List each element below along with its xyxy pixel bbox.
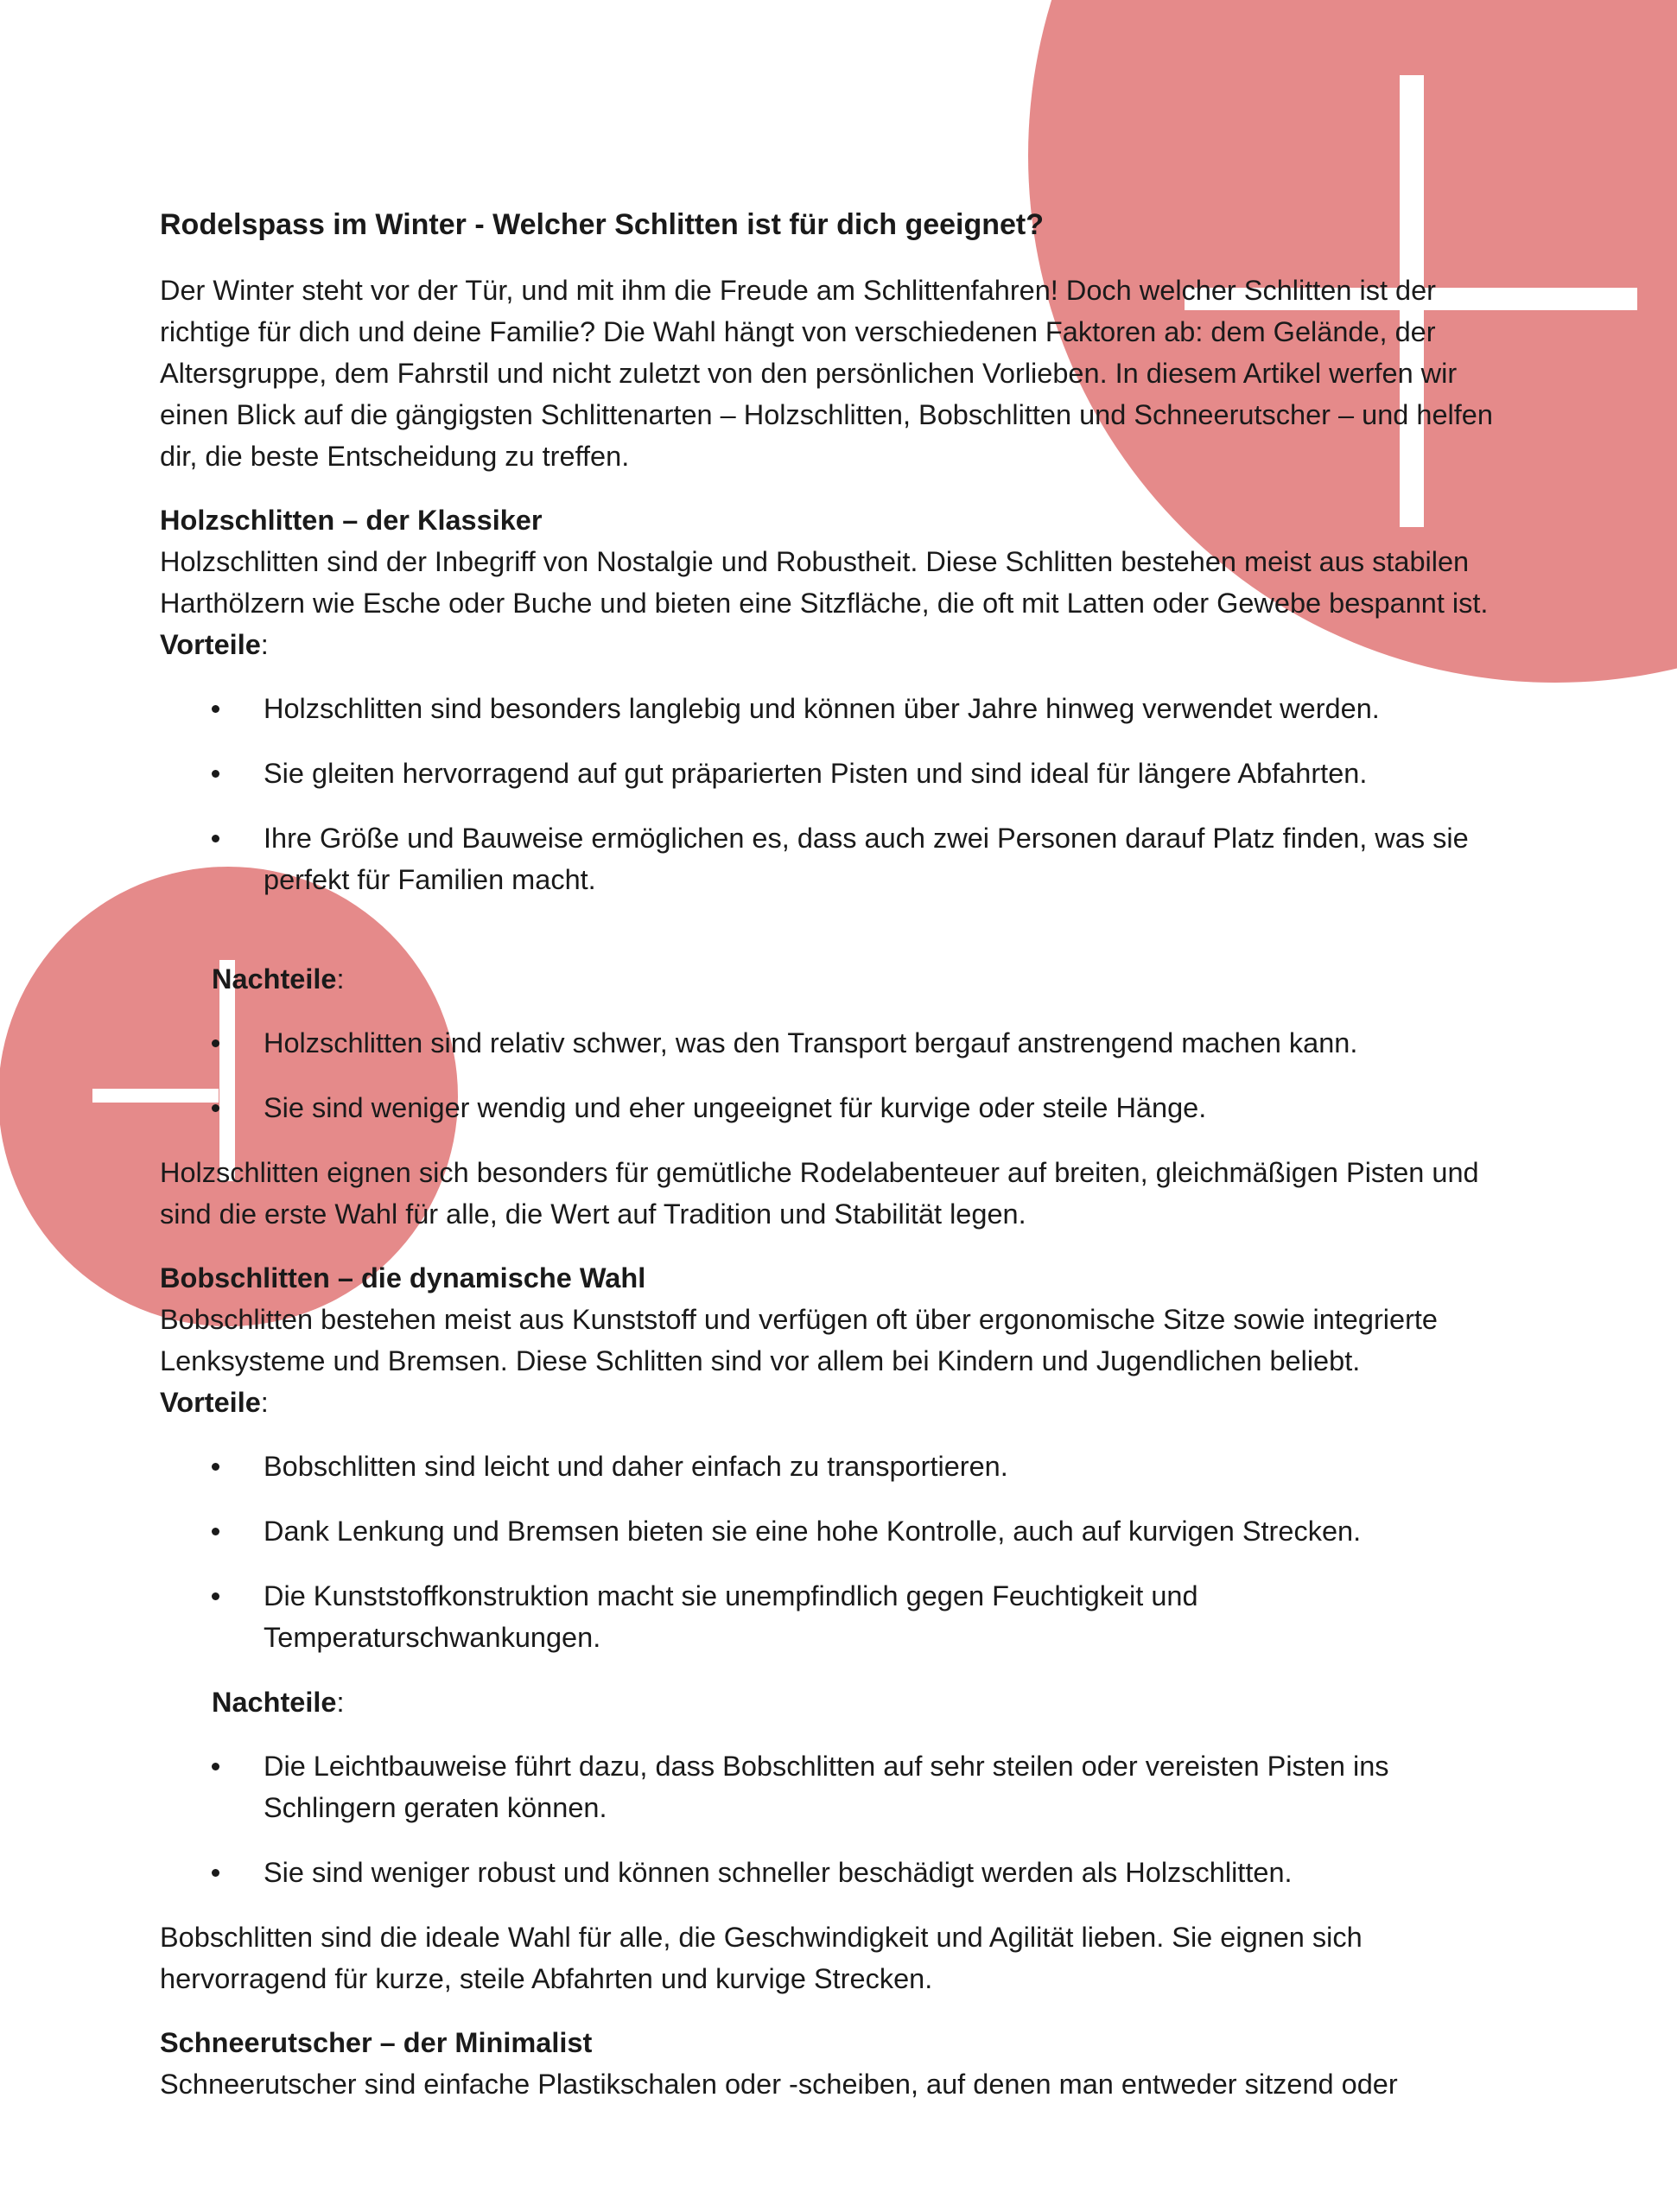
pros-list bbox=[160, 688, 1508, 900]
page-title: Rodelspass im Winter - Welcher Schlitten ist für dich geeignet? bbox=[160, 208, 1045, 241]
section-description: Schneerutscher sind einfache Plastikschalen oder -scheiben, auf denen man entweder sitzend oder bbox=[160, 2069, 1398, 2100]
section-description: Holzschlitten sind der Inbegriff von Nostalgie und Robustheit. Diese Schlitten bestehen meist aus stabilen Harthölzern wie Esche oder Buche und bieten eine Sitzfläche, die oft mit Latten oder Gewebe bespannt ist. bbox=[160, 546, 1489, 619]
section-heading: Schneerutscher – der Minimalist bbox=[160, 2027, 593, 2058]
list-item: Dank Lenkung und Bremsen bieten sie eine hohe Kontrolle, auch auf kurvigen Strecken. bbox=[160, 1510, 1508, 1552]
list-item: Sie gleiten hervorragend auf gut präparierten Pisten und sind ideal für längere Abfahrten. bbox=[160, 753, 1508, 794]
list-item: Holzschlitten sind relativ schwer, was den Transport bergauf anstrengend machen kann. bbox=[160, 1022, 1508, 1064]
section-summary: Bobschlitten sind die ideale Wahl für alle, die Geschwindigkeit und Agilität lieben. Sie eignen sich hervorragend für kurze, steile Abfahrten und kurvige Strecken. bbox=[160, 1922, 1363, 1994]
cons-list bbox=[160, 1022, 1508, 1128]
pros-list bbox=[160, 1446, 1508, 1658]
section-heading: Bobschlitten – die dynamische Wahl bbox=[160, 1262, 646, 1294]
list-item: Bobschlitten sind leicht und daher einfach zu transportieren. bbox=[160, 1446, 1508, 1487]
list-item: Die Leichtbauweise führt dazu, dass Bobschlitten auf sehr steilen oder vereisten Pisten ins Schlingern geraten können. bbox=[160, 1745, 1508, 1828]
cons-label: Nachteile: bbox=[212, 963, 345, 995]
section-description: Bobschlitten bestehen meist aus Kunststoff und verfügen oft über ergonomische Sitze sowie integrierte Lenksysteme und Bremsen. Diese Schlitten sind vor allem bei Kindern und Jugendlichen beliebt. bbox=[160, 1304, 1439, 1376]
section-holzschlitten bbox=[160, 499, 1508, 1235]
cons-list bbox=[160, 1745, 1508, 1893]
section-bobschlitten bbox=[160, 1257, 1508, 1999]
section-summary: Holzschlitten eignen sich besonders für gemütliche Rodelabenteuer auf breiten, gleichmäßigen Pisten und sind die erste Wahl für alle, die Wert auf Tradition und Stabilität legen. bbox=[160, 1157, 1479, 1230]
list-item: Holzschlitten sind besonders langlebig und können über Jahre hinweg verwendet werden. bbox=[160, 688, 1508, 729]
list-item: Sie sind weniger robust und können schneller beschädigt werden als Holzschlitten. bbox=[160, 1852, 1508, 1893]
cons-label: Nachteile: bbox=[212, 1687, 345, 1718]
intro-paragraph: Der Winter steht vor der Tür, und mit ihm die Freude am Schlittenfahren! Doch welcher Schlitten ist der richtige für dich und deine Familie? Die Wahl hängt von verschiedenen Faktoren ab: dem Gelände, der Altersgruppe, dem Fahrstil und nicht zuletzt von den persönlichen Vorlieben. In diesem Artikel werfen wir einen Blick auf die gängigsten Schlittenarten – Holzschlitten, Bobschlitten und Schneerutscher – und helfen dir, die beste Entscheidung zu treffen. bbox=[160, 275, 1493, 472]
section-schneerutscher bbox=[160, 2022, 1508, 2105]
pros-label: Vorteile: bbox=[160, 629, 269, 660]
list-item: Sie sind weniger wendig und eher ungeeignet für kurvige oder steile Hänge. bbox=[160, 1087, 1508, 1128]
pros-label: Vorteile: bbox=[160, 1387, 269, 1418]
section-heading: Holzschlitten – der Klassiker bbox=[160, 505, 543, 536]
list-item: Die Kunststoffkonstruktion macht sie unempfindlich gegen Feuchtigkeit und Temperaturschwankungen. bbox=[160, 1575, 1508, 1658]
article bbox=[160, 204, 1508, 2105]
list-item: Ihre Größe und Bauweise ermöglichen es, dass auch zwei Personen darauf Platz finden, was sie perfekt für Familien macht. bbox=[160, 817, 1508, 900]
